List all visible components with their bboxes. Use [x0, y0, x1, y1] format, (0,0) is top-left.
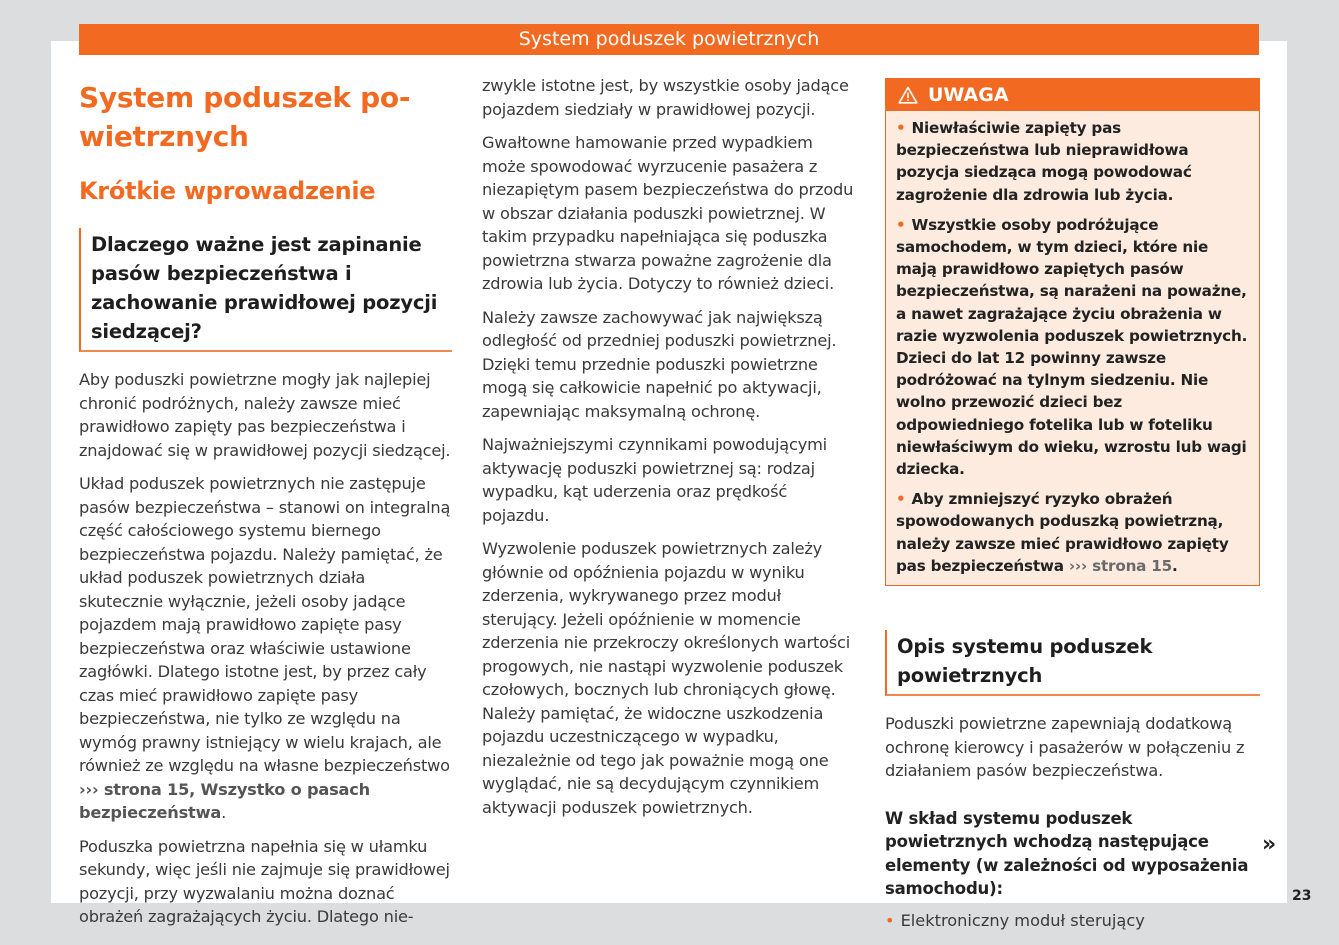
warning-triangle-icon: [898, 86, 918, 104]
chapter-title: System poduszek powietrznych: [518, 28, 820, 50]
bullet-icon: •: [896, 119, 906, 137]
chapter-header: [79, 24, 1259, 55]
warning-item: • Niewłaściwie zapięty pas bezpieczeństwa lub nieprawidłowa pozycja siedząca mogą powodować zagrożenie dla zdrowia lub życia.: [896, 119, 1192, 204]
warning-item: • Aby zmniejszyć ryzyko obrażeń spowodowanych poduszką powietrzną, należy zawsze mieć prawidłowo zapięty pas bezpieczeństwa ››› strona 15.: [896, 490, 1229, 575]
page-reference-link[interactable]: ››› strona 15, Wszystko o pasach bezpieczeństwa: [79, 779, 370, 822]
warning-header: [886, 79, 1259, 111]
warning-item: • Wszystkie osoby podróżujące samochodem, w tym dzieci, które nie mają prawidłowo zapiętych pasów bezpieczeństwa, są narażeni na poważne, a nawet zagrażające życiu obrażenia w razie wyzwolenia poduszek powietrznych. Dzieci do lat 12 powinny zawsze podróżować na tylnym siedzeniu. Nie wolno przewozić dzieci bez odpowiedniego fotelika lub w foteliku niewłaściwym do wieku, wzrostu lub wagi dziecka.: [896, 215, 1248, 479]
column-1: [79, 78, 452, 939]
warning-body: [886, 111, 1259, 585]
warning-box: [885, 78, 1260, 586]
paragraph: Poduszka powietrzna napełnia się w ułamku sekundy, więc jeśli nie zajmuje się prawidłowej pozycji, przy wyzwalaniu można doznać obrażeń zagrażających życiu. Dlatego nie-: [79, 836, 450, 926]
components-intro: W skład systemu poduszek powietrznych wchodzą następujące elementy (w zależności od wyposażenia samochodu):: [885, 808, 1249, 899]
bullet-icon: •: [896, 490, 906, 509]
bullet-icon: •: [896, 215, 906, 234]
continue-next-page-icon: »: [1262, 832, 1277, 857]
column-3: [885, 78, 1260, 932]
warning-label: UWAGA: [928, 84, 1009, 106]
page-reference-link[interactable]: ››› strona 15: [1068, 556, 1173, 575]
paragraph: Należy zawsze zachowywać jak największą odległość od przedniej poduszki powietrznej. Dzięki temu przednie poduszki powietrzne mogą się całkowicie napełnić po aktywacji, zapewniając maksymalną ochronę.: [482, 307, 837, 421]
page-title: System poduszek po- wietrznych: [79, 81, 411, 153]
page-number: 23: [1292, 888, 1312, 904]
section-heading: Opis systemu poduszek powietrznych: [885, 630, 1260, 696]
question-heading: Dlaczego ważne jest zapinanie pasów bezpieczeństwa i zachowanie prawidłowej pozycji siedzącej?: [79, 228, 452, 352]
paragraph: Aby poduszki powietrzne mogły jak najlepiej chronić podróżnych, należy zawsze mieć prawidłowo zapięty pas bezpieczeństwa i znajdować się w prawidłowej pozycji siedzącej.: [79, 370, 451, 460]
column-2: [482, 74, 857, 829]
paragraph: Wyzwolenie poduszek powietrznych zależy głównie od opóźnienia pojazdu w wyniku zderzenia, wykrywanego przez moduł sterujący. Jeżeli opóźnienie w momencie zderzenia nie przekroczy określonych wartości progowych, nie nastąpi wyzwolenie poduszek czołowych, bocznych lub chroniących głowę. Należy pamiętać, że widoczne uszkodzenia pojazdu uczestniczącego w wypadku, niezależnie od tego jak poważnie mogą one wyglądać, nie są decydującym czynnikiem aktywacji poduszek powietrznych.: [482, 539, 851, 817]
paragraph: Gwałtowne hamowanie przed wypadkiem może spowodować wyrzucenie pasażera z niezapiętym pasem bezpieczeństwa do przodu w obszar działania poduszki powietrznej. W takim przypadku napełniająca się poduszka powietrzna stwarza poważne zagrożenie dla zdrowia lub życia. Dotyczy to również dzieci.: [482, 133, 854, 293]
list-item: • Elektroniczny moduł sterujący: [885, 910, 1145, 930]
paragraph: Układ poduszek powietrznych nie zastępuje pasów bezpieczeństwa – stanowi on integralną część całościowego systemu biernego bezpieczeństwa pojazdu. Należy pamiętać, że układ poduszek powietrznych działa skutecznie wyłącznie, jeżeli osoby jadące pojazdem mają prawidłowo zapięte pasy bezpieczeństwa oraz właściwie ustawione zagłówki. Dlatego istotne jest, by przez cały czas mieć prawidłowo zapięte pasy bezpieczeństwa, nie tylko ze względu na wymóg prawny istniejący w wielu krajach, ale również ze względu na własne bezpieczeństwo ››› strona 15, Wszystko o pasach bezpieczeństwa.: [79, 474, 451, 822]
section-subtitle: Krótkie wprowadzenie: [79, 177, 376, 205]
paragraph: zwykle istotne jest, by wszystkie osoby jadące pojazdem siedziały w prawidłowej pozycji.: [482, 76, 849, 119]
bullet-icon: •: [885, 910, 895, 930]
paragraph: Najważniejszymi czynnikami powodującymi aktywację poduszki powietrznej są: rodzaj wypadku, kąt uderzenia oraz prędkość pojazdu.: [482, 435, 827, 525]
paragraph: Poduszki powietrzne zapewniają dodatkową ochronę kierowcy i pasażerów w połączeniu z działaniem pasów bezpieczeństwa.: [885, 714, 1245, 781]
